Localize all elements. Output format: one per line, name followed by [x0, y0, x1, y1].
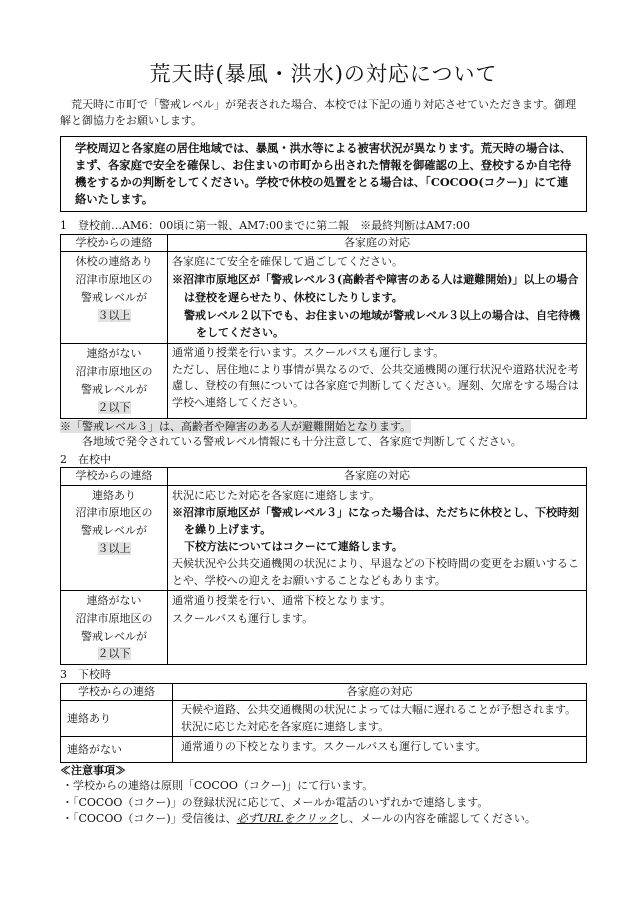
- response-text: 天候状況や公共交通機関の状況により、早退などの下校時間の変更をお願いすることや、学校への迎えをお願いすることなどもあります。: [172, 556, 579, 587]
- table-row: [61, 590, 587, 664]
- note-highlight: ※「警戒レベル３」は、高齢者や障害のある人が避難開始となります。: [60, 419, 412, 433]
- notice-text: 学校周辺と各家庭の居住地域では、暴風・洪水等による被害状況が異なります。荒天時の場合は、まず、各家庭で安全を確保し、お住まいの市町から出された情報を御確認の上、登校するか自宅待機をするかの判断をしてください。学校で休校の処置をとる場合は、「COCOO(コクー)」にて連絡いたします。: [75, 141, 572, 206]
- table-row: [61, 701, 587, 737]
- response-text: 通常通りの下校となります。スクールバスも運行しています。: [181, 740, 487, 754]
- table-row: [61, 252, 587, 344]
- row-response: [173, 701, 587, 737]
- response-bold-text: 下校方法についてはコクーにて連絡します。: [184, 539, 403, 553]
- condition-line: 連絡がない: [86, 593, 142, 607]
- section-2-number: 2: [60, 452, 67, 466]
- section-2-heading: [60, 452, 587, 467]
- intro-text: 荒天時に市町で「警戒レベル」が発表された場合、本校では下記の通り対応させていただきます。御理解と御協力をお願いします。: [60, 98, 577, 127]
- condition-line: 連絡がない: [86, 347, 142, 361]
- response-text: 状況に応じた対応を各家庭に連絡します。: [172, 488, 381, 502]
- condition-line: 沼津市原地区の: [75, 365, 153, 379]
- condition-level: ２以下: [97, 647, 131, 661]
- section-3-heading: [60, 667, 587, 682]
- table-header-home: 各家庭の対応: [168, 234, 587, 252]
- section-1-title: 登校前…AM6：00頃に第一報、AM7:00までに第二報 ※最終判断はAM7:00: [78, 219, 471, 233]
- row-response: [168, 252, 587, 344]
- section-3-table: [60, 683, 587, 763]
- condition-level: ３以上: [97, 542, 131, 556]
- section-1-heading: [60, 218, 587, 233]
- condition-line: 沼津市原地区の: [75, 506, 153, 520]
- row-condition: [61, 344, 168, 418]
- section-1-table: [60, 234, 587, 419]
- table-header-home: 各家庭の対応: [173, 683, 587, 701]
- table-header-school: 学校からの連絡: [61, 683, 173, 701]
- response-text: 各家庭にて安全を確保して過ごしてください。: [172, 255, 403, 269]
- caution-item-1: ・学校からの連絡は原則「COCOO（コクー)」にて行います。: [62, 779, 374, 793]
- caution-heading: ≪注意事項≫: [60, 763, 126, 777]
- row-condition: [61, 252, 168, 344]
- row-condition: 連絡あり: [61, 701, 173, 737]
- condition-line: 休校の連絡あり: [75, 255, 153, 269]
- row-response: [168, 590, 587, 664]
- condition-line: 警戒レベルが: [81, 382, 147, 396]
- condition-line: 沼津市原地区の: [75, 273, 153, 286]
- row-condition: [61, 590, 168, 664]
- caution-item-2: ・「COCOO（コクー)」の登録状況に応じて、メールか電話のいずれかで連絡します。: [62, 795, 489, 809]
- condition-line: 警戒レベルが: [81, 629, 147, 643]
- table-row: [61, 737, 587, 763]
- table-row: [61, 485, 587, 590]
- response-bold-text: ※沼津市原地区が「警戒レベル３(高齢者や障害のある人は避難開始)」以上の場合は登校を遅らせたり、休校にしたりします。: [172, 273, 579, 304]
- section-1-note: [60, 419, 587, 435]
- row-condition: 連絡がない: [61, 737, 173, 763]
- condition-line: 連絡あり: [92, 488, 136, 502]
- condition-line: 沼津市原地区の: [75, 611, 153, 625]
- table-row: [61, 344, 587, 418]
- response-text: ただし、居住地により事情が異なるので、公共交通機関の運行状況や道路状況を考慮し、登校の有無については各家庭で判断してください。遅刻、欠席をする場合は学校へ連絡してください。: [172, 362, 579, 409]
- row-response: [168, 485, 587, 590]
- section-3-title: 下校時: [78, 668, 111, 682]
- table-header-home: 各家庭の対応: [168, 468, 587, 486]
- condition-level: ２以下: [97, 400, 131, 414]
- response-text: 通常通り授業を行います。スクールバスも運行します。: [172, 346, 445, 360]
- caution-item-3-c: し、メールの内容を確認してください。: [338, 812, 536, 826]
- page-title: 荒天時(暴風・洪水)の対応について: [149, 62, 498, 86]
- condition-line: 警戒レベルが: [81, 524, 147, 538]
- response-bold-text: 警戒レベル２以下でも、お住まいの地域が警戒レベル３以上の場合は、自宅待機をしてください。: [184, 308, 580, 340]
- condition-level: ３以上: [97, 308, 131, 322]
- section-3-number: 3: [60, 668, 67, 682]
- table-header-school: 学校からの連絡: [61, 468, 168, 486]
- row-response: [168, 344, 587, 418]
- table-header-school: 学校からの連絡: [61, 234, 168, 252]
- condition-line: 警戒レベルが: [81, 290, 147, 304]
- caution-item-3-a: ・「COCOO（コクー)」受信後は、: [62, 812, 237, 826]
- caution-item-3: [60, 811, 587, 828]
- section-2-table: [60, 467, 587, 665]
- response-bold-text: ※沼津市原地区が「警戒レベル３」になった場合は、ただちに休校とし、下校時刻を繰り上げます。: [172, 505, 579, 536]
- section-1-note-2: 各地域で発令されている警戒レベル情報にも十分注意して、各家庭で判断してください。: [82, 435, 522, 449]
- response-text: 天候や道路、公共交通機関の状況によっては大幅に遅れることが予想されます。状況に応じた対応を各家庭に連絡します。: [181, 703, 577, 733]
- notice-box: [60, 136, 587, 212]
- section-2-title: 在校中: [78, 452, 111, 466]
- document-page: [60, 0, 587, 828]
- row-response: [173, 737, 587, 763]
- row-condition: [61, 485, 168, 590]
- caution-item-3-emphasis: 必ずURLをクリック: [236, 812, 339, 826]
- response-text: スクールバスも運行します。: [172, 611, 314, 625]
- response-text: 通常通り授業を行い、通常下校となります。: [172, 593, 392, 607]
- section-1-number: 1: [60, 219, 67, 233]
